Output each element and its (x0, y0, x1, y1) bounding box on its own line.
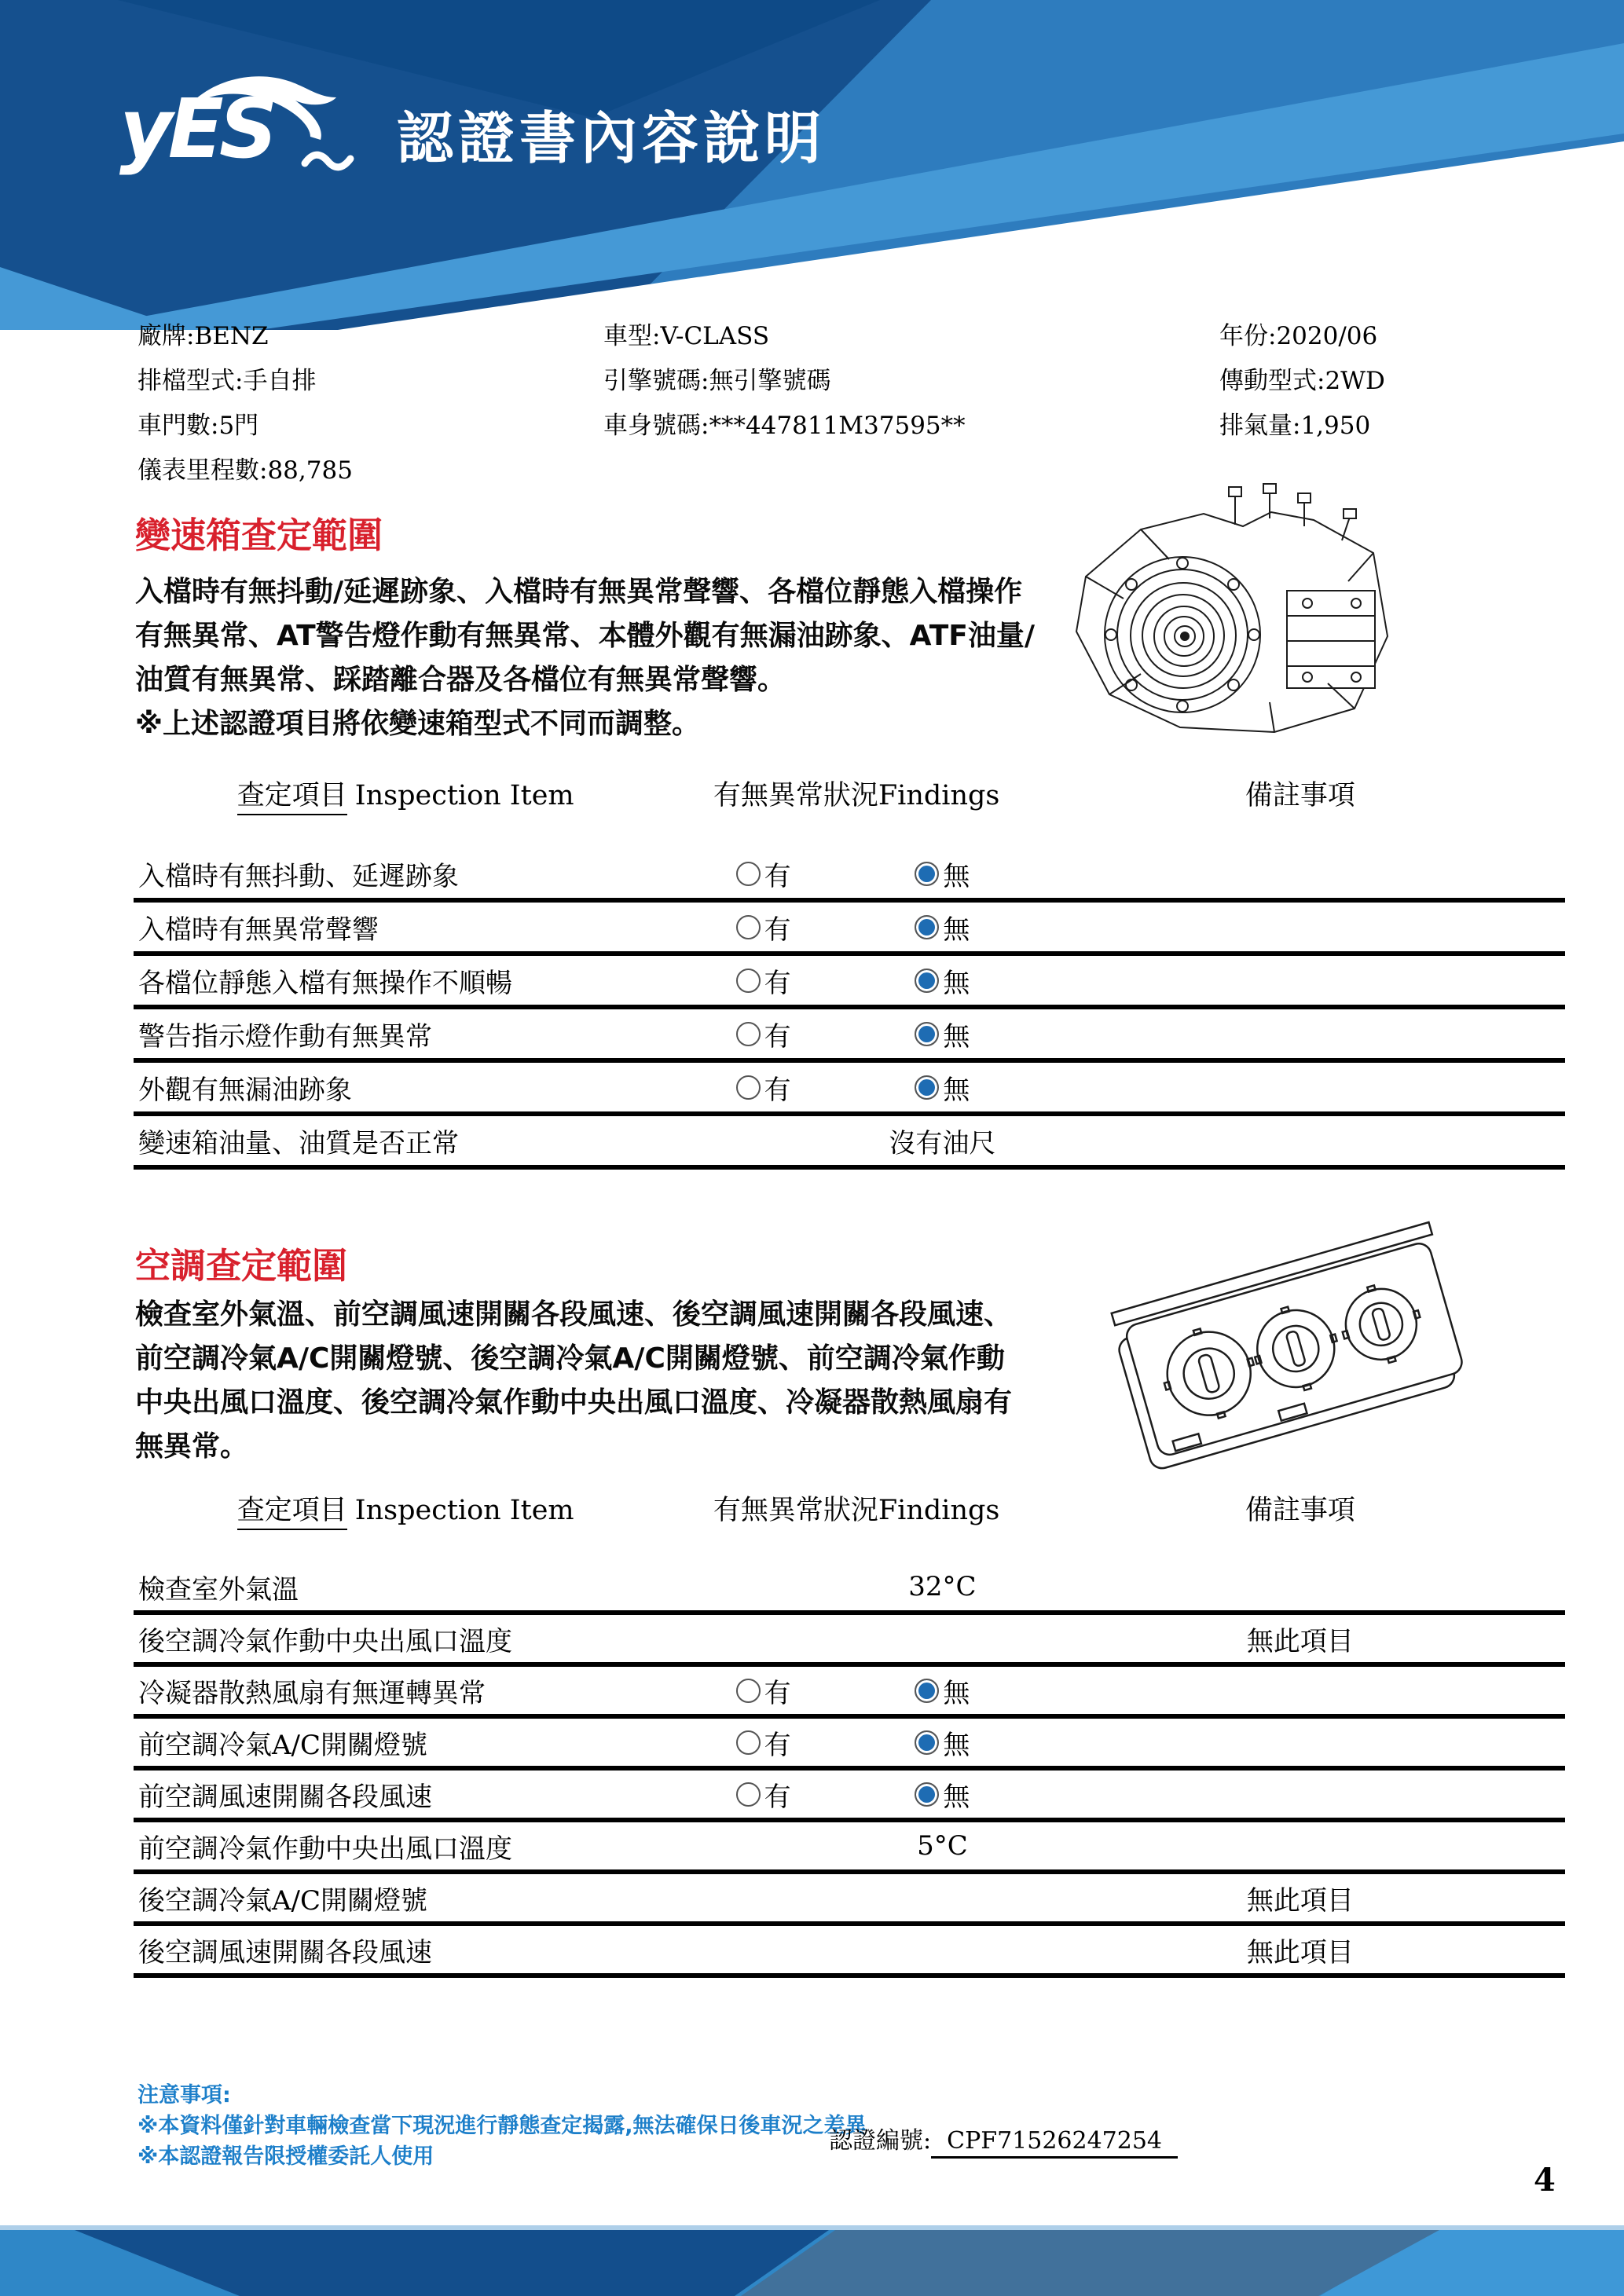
vehicle-mileage: 儀表里程數:88,785 (137, 456, 353, 485)
page-title: 認證書內容說明 (397, 105, 827, 171)
radio-label-no: 無 (943, 860, 970, 892)
inspection-table-row (134, 1563, 1565, 1615)
radio-yes[interactable] (736, 1075, 761, 1100)
radio-label-yes: 有 (764, 860, 791, 892)
page-header (0, 0, 1624, 330)
radio-label-yes: 有 (764, 1729, 791, 1761)
transmission-illustration (1037, 481, 1406, 759)
finding-option-yes (677, 908, 849, 947)
vehicle-drive-type: 傳動型式:2WD (1219, 367, 1385, 395)
column-header-item-en: Inspection Item (354, 1495, 574, 1526)
finding-option-yes (677, 855, 849, 893)
radio-no-selected[interactable] (915, 1075, 939, 1100)
aircon-table (134, 1563, 1565, 1978)
vehicle-info-column-2 (603, 314, 966, 449)
inspection-item-label: 外觀有無漏油跡象 (138, 1074, 352, 1106)
transmission-table-header (134, 774, 1565, 813)
transmission-section-description (135, 570, 1035, 746)
aircon-section-description (135, 1293, 1012, 1469)
finding-option-yes (677, 961, 849, 1000)
finding-option-no (849, 1672, 1036, 1710)
radio-label-no: 無 (943, 1677, 970, 1709)
description-line: 入檔時有無抖動/延遲跡象、入檔時有無異常聲響、各檔位靜態入檔操作 (135, 576, 1023, 608)
radio-label-yes: 有 (764, 1020, 791, 1053)
remark-value: 無此項目 (1246, 1625, 1354, 1657)
yes-logo (118, 57, 385, 190)
certificate-number-value: CPF71526247254 (931, 2127, 1178, 2159)
inspection-table-row (134, 1063, 1565, 1116)
radio-label-no: 無 (943, 967, 970, 999)
finding-option-yes (677, 1775, 849, 1814)
column-header-findings: 有無異常狀況Findings (713, 780, 1000, 811)
inspection-table-row (134, 903, 1565, 956)
footer-bar-graphic (0, 2225, 1624, 2296)
inspection-item-label: 檢查室外氣溫 (138, 1573, 299, 1606)
radio-yes[interactable] (736, 915, 761, 939)
inspection-table-row (134, 1719, 1565, 1771)
inspection-table-row (134, 1771, 1565, 1822)
inspection-item-label: 前空調冷氣A/C開關燈號 (138, 1729, 428, 1761)
notice-line: ※本資料僅針對車輛檢查當下現況進行靜態查定揭露,無法確保日後車況之差異 (137, 2114, 867, 2138)
radio-label-no: 無 (943, 1781, 970, 1813)
radio-no-selected[interactable] (915, 1730, 939, 1755)
description-line: 無異常。 (135, 1430, 249, 1463)
radio-label-yes: 有 (764, 1074, 791, 1106)
radio-label-no: 無 (943, 1729, 970, 1761)
column-header-item-en: Inspection Item (354, 780, 574, 811)
finding-option-yes (677, 1672, 849, 1710)
radio-label-yes: 有 (764, 914, 791, 946)
aircon-section-title: 空調查定範圍 (135, 1245, 348, 1287)
radio-label-yes: 有 (764, 967, 791, 999)
inspection-table-row (134, 849, 1565, 903)
notice-line: ※本認證報告限授權委託人使用 (137, 2144, 434, 2169)
inspection-item-label: 變速箱油量、油質是否正常 (138, 1127, 459, 1159)
finding-option-no (849, 908, 1036, 947)
inspection-item-label: 前空調風速開關各段風速 (138, 1781, 432, 1813)
radio-label-no: 無 (943, 1074, 970, 1106)
inspection-table-row (134, 1009, 1565, 1063)
finding-option-yes (677, 1068, 849, 1107)
finding-option-yes (677, 1723, 849, 1762)
description-line: 有無異常、AT警告燈作動有無異常、本體外觀有無漏油跡象、ATF油量/ (135, 620, 1035, 652)
inspection-item-label: 警告指示燈作動有無異常 (138, 1020, 432, 1053)
vehicle-engine-number: 引擎號碼:無引擎號碼 (603, 367, 831, 395)
radio-yes[interactable] (736, 1679, 761, 1703)
inspection-item-label: 入檔時有無抖動、延遲跡象 (138, 860, 459, 892)
radio-yes[interactable] (736, 1730, 761, 1755)
finding-option-no (849, 1015, 1036, 1053)
inspection-item-label: 入檔時有無異常聲響 (138, 914, 379, 946)
finding-value: 32°C (908, 1571, 977, 1602)
column-header-item (134, 1489, 677, 1528)
logo-text: yES (119, 81, 273, 177)
aircon-table-header (134, 1489, 1565, 1528)
radio-no-selected[interactable] (915, 969, 939, 993)
vehicle-door-count: 車門數:5門 (137, 412, 259, 440)
inspection-item-label: 後空調風速開關各段風速 (138, 1936, 432, 1968)
page-number: 4 (1534, 2162, 1556, 2199)
radio-label-no: 無 (943, 914, 970, 946)
vehicle-model: 車型:V-CLASS (603, 322, 770, 350)
column-header-item (134, 774, 677, 813)
vehicle-year: 年份:2020/06 (1219, 322, 1378, 350)
remark-value: 無此項目 (1246, 1936, 1354, 1968)
inspection-item-label: 後空調冷氣A/C開關燈號 (138, 1884, 428, 1917)
description-line: 油質有無異常、踩踏離合器及各檔位有無異常聲響。 (135, 664, 786, 696)
finding-option-no (849, 1775, 1036, 1814)
finding-value: 沒有油尺 (889, 1127, 996, 1159)
wave-icon (305, 155, 350, 167)
column-header-item-zh: 查定項目 (237, 1495, 347, 1530)
radio-no-selected[interactable] (915, 1679, 939, 1703)
column-header-remark: 備註事項 (1245, 1495, 1355, 1526)
column-header-findings: 有無異常狀況Findings (713, 1495, 1000, 1526)
finding-value: 5°C (917, 1830, 968, 1862)
finding-option-no (849, 961, 1036, 1000)
radio-no-selected[interactable] (915, 915, 939, 939)
radio-label-yes: 有 (764, 1781, 791, 1813)
vehicle-displacement: 排氣量:1,950 (1219, 412, 1371, 440)
vehicle-gearbox-type: 排檔型式:手自排 (137, 367, 317, 395)
inspection-item-label: 各檔位靜態入檔有無操作不順暢 (138, 967, 512, 999)
inspection-table-row (134, 1667, 1565, 1719)
description-line: 檢查室外氣溫、前空調風速開關各段風速、後空調風速開關各段風速、 (135, 1298, 1013, 1331)
remark-value: 無此項目 (1246, 1884, 1354, 1917)
radio-label-no: 無 (943, 1020, 970, 1053)
radio-label-yes: 有 (764, 1677, 791, 1709)
radio-yes[interactable] (736, 1782, 761, 1807)
radio-yes[interactable] (736, 862, 761, 886)
inspection-table-row (134, 1615, 1565, 1667)
vehicle-info-column-1 (137, 314, 353, 493)
inspection-table-row (134, 1822, 1565, 1874)
transmission-table (134, 849, 1565, 1170)
yes-logo-graphic (118, 57, 385, 190)
description-line: 前空調冷氣A/C開關燈號、後空調冷氣A/C開關燈號、前空調冷氣作動 (135, 1342, 1005, 1375)
finding-option-no (849, 1068, 1036, 1107)
column-header-remark: 備註事項 (1245, 780, 1355, 811)
transmission-section-title: 變速箱查定範圍 (135, 514, 383, 556)
notice-block (137, 2080, 867, 2172)
ac-control-panel-illustration (1104, 1216, 1481, 1478)
radio-yes[interactable] (736, 1022, 761, 1046)
vehicle-body-number: 車身號碼:***447811M37595** (603, 412, 966, 440)
footer-bar (0, 2225, 1624, 2296)
finding-option-no (849, 1723, 1036, 1762)
inspection-item-label: 後空調冷氣作動中央出風口溫度 (138, 1625, 512, 1657)
inspection-table-row (134, 956, 1565, 1009)
finding-option-yes (677, 1015, 849, 1053)
column-header-item-zh: 查定項目 (237, 780, 347, 815)
description-line: 中央出風口溫度、後空調冷氣作動中央出風口溫度、冷凝器散熱風扇有 (135, 1386, 1013, 1419)
inspection-table-row (134, 1116, 1565, 1170)
description-note: ※上述認證項目將依變速箱型式不同而調整。 (135, 708, 700, 740)
certificate-number-label: 認證編號: (829, 2127, 932, 2155)
certificate-number-block (829, 2121, 1178, 2155)
radio-no-selected[interactable] (915, 862, 939, 886)
radio-no-selected[interactable] (915, 1782, 939, 1807)
inspection-item-label: 冷凝器散熱風扇有無運轉異常 (138, 1677, 486, 1709)
inspection-item-label: 前空調冷氣作動中央出風口溫度 (138, 1833, 512, 1865)
finding-option-no (849, 855, 1036, 893)
vehicle-brand: 廠牌:BENZ (137, 322, 269, 350)
inspection-table-row (134, 1926, 1565, 1978)
vehicle-info-column-3 (1219, 314, 1385, 449)
radio-yes[interactable] (736, 969, 761, 993)
notice-title: 注意事項: (137, 2083, 231, 2107)
inspection-table-row (134, 1874, 1565, 1926)
radio-no-selected[interactable] (915, 1022, 939, 1046)
